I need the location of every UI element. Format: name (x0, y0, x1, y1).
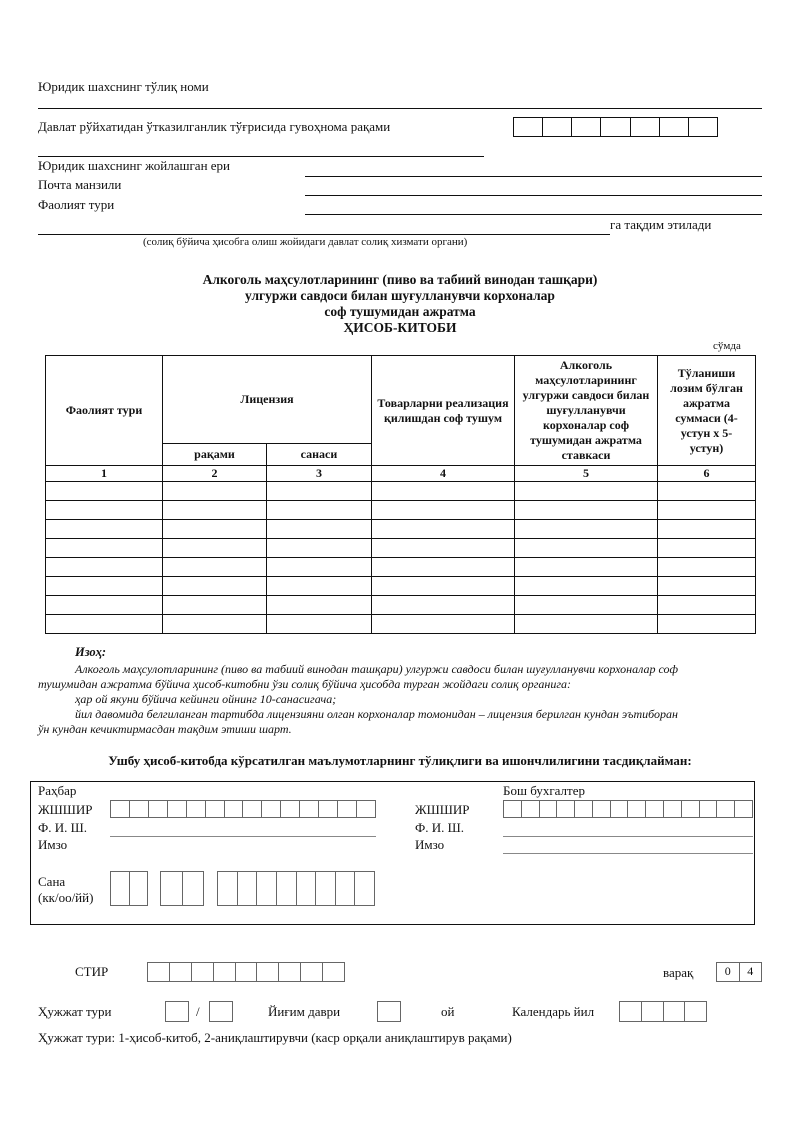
col-revenue-header: Товарларни реализация қилишдан соф тушум (372, 356, 515, 466)
doc-type-note: Ҳужжат тури: 1-ҳисоб-китоб, 2-аниқлаштирувчи (каср орқали аниқлаштирув рақами) (38, 1030, 512, 1045)
confirmation-statement: Ушбу ҳисоб-китобда кўрсатилган маълумотларнинг тўлиқлиги ва ишончлилигини тасдиқлайман: (108, 753, 692, 768)
accountant-pinfl-label: ЖШШИР (415, 802, 470, 817)
table-cell[interactable] (267, 539, 372, 558)
col-number-2: 2 (163, 466, 267, 482)
table-cell[interactable] (372, 558, 515, 577)
date-day-cells[interactable] (110, 871, 148, 906)
table-cell[interactable] (267, 596, 372, 615)
head-pinfl-cells[interactable] (110, 800, 376, 818)
col-number-3: 3 (267, 466, 372, 482)
calendar-year-label: Календарь йил (512, 1004, 595, 1019)
note-para-1-cont: тушумидан ажратма бўйича ҳисоб-китобни ўзи солиқ бўйича ҳисобда турган жойдаги солиқ органига: (38, 677, 572, 691)
table-cell[interactable] (46, 558, 163, 577)
sheet-label: варақ (663, 965, 694, 980)
accountant-fio-line[interactable] (503, 836, 753, 837)
submitted-to-label: га тақдим этилади (610, 217, 712, 232)
col-number-4: 4 (372, 466, 515, 482)
table-cell[interactable] (267, 520, 372, 539)
table-cell[interactable] (515, 482, 658, 501)
title-line-4: ҲИСОБ-КИТОБИ (343, 320, 457, 335)
unit-label: сўмда (713, 340, 741, 352)
tax-period-label: Йиғим даври (268, 1004, 341, 1019)
tax-authority-line (38, 234, 610, 235)
table-cell[interactable] (163, 482, 267, 501)
doc-type-slash: / (196, 1004, 200, 1019)
table-row (46, 615, 756, 634)
note-item-2: йил давомида белгиланган тартибда лицензияни олган корхоналар томонидан – лицензия берилган кундан эътиборан (75, 707, 678, 721)
calendar-year-cells[interactable] (619, 1001, 707, 1022)
date-month-cells[interactable] (160, 871, 204, 906)
head-fio-label: Ф. И. Ш. (38, 820, 88, 835)
table-row (46, 482, 756, 501)
accountant-fio-label: Ф. И. Ш. (415, 820, 465, 835)
activity-type-line (305, 214, 762, 215)
table-cell[interactable] (46, 520, 163, 539)
col-number-1: 1 (46, 466, 163, 482)
date-year-cells[interactable] (217, 871, 375, 906)
table-row (46, 539, 756, 558)
table-row (46, 596, 756, 615)
activity-type-label: Фаолият тури (38, 197, 115, 212)
table-cell[interactable] (163, 596, 267, 615)
table-cell[interactable] (163, 539, 267, 558)
head-fio-line[interactable] (110, 836, 376, 837)
table-cell[interactable] (515, 615, 658, 634)
tax-authority-note: (солиқ бўйича ҳисобга олиш жойидаги давлат солиқ хизмати органи) (143, 236, 468, 248)
accountant-pinfl-cells[interactable] (503, 800, 753, 818)
table-cell[interactable] (267, 501, 372, 520)
sheet-digit-2: 4 (747, 964, 754, 978)
calculation-table (45, 355, 756, 634)
entity-full-name-label: Юридик шахснинг тўлиқ номи (38, 79, 209, 94)
table-cell[interactable] (163, 577, 267, 596)
table-cell[interactable] (658, 520, 756, 539)
table-cell[interactable] (658, 615, 756, 634)
table-cell[interactable] (515, 558, 658, 577)
entity-full-name-line (38, 108, 762, 109)
doc-type-correction-cell[interactable] (209, 1001, 233, 1022)
table-cell[interactable] (658, 482, 756, 501)
sheet-number-cells[interactable] (716, 962, 762, 982)
col-rate-header: Алкоголь маҳсулотларининг улгуржи савдоси билан шуғулланувчи корхоналар соф тушумидан ажратма ставкаси (515, 356, 658, 466)
table-cell[interactable] (46, 596, 163, 615)
table-row (46, 577, 756, 596)
location-label: Юридик шахснинг жойлашган ери (38, 158, 231, 173)
table-cell[interactable] (658, 558, 756, 577)
table-cell[interactable] (46, 501, 163, 520)
table-cell[interactable] (46, 577, 163, 596)
head-pinfl-label: ЖШШИР (38, 802, 93, 817)
column-number-row (46, 466, 756, 482)
table-cell[interactable] (46, 539, 163, 558)
table-cell[interactable] (372, 501, 515, 520)
table-cell[interactable] (515, 596, 658, 615)
date-format-label: (кк/оо/йй) (38, 890, 94, 905)
table-cell[interactable] (658, 596, 756, 615)
table-row (46, 501, 756, 520)
head-label: Раҳбар (38, 783, 77, 798)
col-number-5: 5 (515, 466, 658, 482)
table-cell[interactable] (372, 596, 515, 615)
table-cell[interactable] (46, 482, 163, 501)
table-cell[interactable] (267, 615, 372, 634)
note-heading: Изоҳ: (75, 645, 107, 659)
table-cell[interactable] (372, 615, 515, 634)
title-line-1: Алкоголь маҳсулотларининг (пиво ва табиий винодан ташқари) (202, 272, 598, 287)
table-cell[interactable] (267, 482, 372, 501)
table-cell[interactable] (515, 520, 658, 539)
stir-cells[interactable] (147, 962, 345, 982)
doc-type-cell[interactable] (165, 1001, 189, 1022)
table-cell[interactable] (267, 558, 372, 577)
table-cell[interactable] (658, 577, 756, 596)
col-license-header: Лицензия (163, 356, 372, 444)
accountant-signature-line[interactable] (503, 853, 753, 854)
table-row (46, 520, 756, 539)
date-label: Сана (38, 874, 66, 889)
chief-accountant-label: Бош бухгалтер (503, 783, 585, 798)
table-cell[interactable] (372, 520, 515, 539)
col-number-6: 6 (658, 466, 756, 482)
table-cell[interactable] (372, 482, 515, 501)
accountant-signature-label: Имзо (415, 837, 445, 852)
table-cell[interactable] (515, 577, 658, 596)
tax-period-cell[interactable] (377, 1001, 401, 1022)
table-cell[interactable] (46, 615, 163, 634)
table-cell[interactable] (372, 577, 515, 596)
table-cell[interactable] (515, 539, 658, 558)
sheet-digit-1: 0 (717, 963, 740, 981)
registration-cert-cells[interactable] (513, 117, 718, 137)
table-cell[interactable] (163, 520, 267, 539)
note-item-2-cont: ўн кундан кечиктирмасдан тақдим этиши шарт. (38, 722, 292, 736)
table-cell[interactable] (515, 501, 658, 520)
head-signature-label: Имзо (38, 837, 68, 852)
title-line-3: соф тушумидан ажратма (324, 304, 476, 319)
month-label: ой (441, 1004, 455, 1019)
table-cell[interactable] (372, 539, 515, 558)
note-para-1: Алкоголь маҳсулотларининг (пиво ва табиий винодан ташқари) улгуржи савдоси билан шуғулланувчи корхоналар соф (75, 662, 678, 676)
title-line-2: улгуржи савдоси билан шуғулланувчи корхоналар (245, 288, 555, 303)
table-cell[interactable] (658, 501, 756, 520)
table-cell[interactable] (163, 501, 267, 520)
location-line (305, 176, 762, 177)
col-license-number-header: рақами (163, 444, 267, 466)
table-cell[interactable] (267, 577, 372, 596)
postal-address-label: Почта манзили (38, 177, 122, 192)
registration-line (38, 156, 484, 157)
col-license-date-header: санаси (267, 444, 372, 466)
stir-label: СТИР (75, 964, 109, 979)
table-cell[interactable] (163, 558, 267, 577)
registration-cert-label: Давлат рўйхатидан ўтказилганлик тўғрисида гувоҳнома рақами (38, 119, 391, 134)
table-row (46, 558, 756, 577)
col-activity-header: Фаолият тури (46, 356, 163, 466)
note-item-1: ҳар ой якуни бўйича кейинги ойнинг 10-санасигача; (75, 692, 337, 706)
document-title (100, 272, 700, 336)
table-cell[interactable] (163, 615, 267, 634)
table-cell[interactable] (658, 539, 756, 558)
postal-address-line (305, 195, 762, 196)
col-payable-header: Тўланиши лозим бўлган ажратма суммаси (4-устун х 5-устун) (658, 356, 756, 466)
doc-type-label: Ҳужжат тури (38, 1004, 112, 1019)
